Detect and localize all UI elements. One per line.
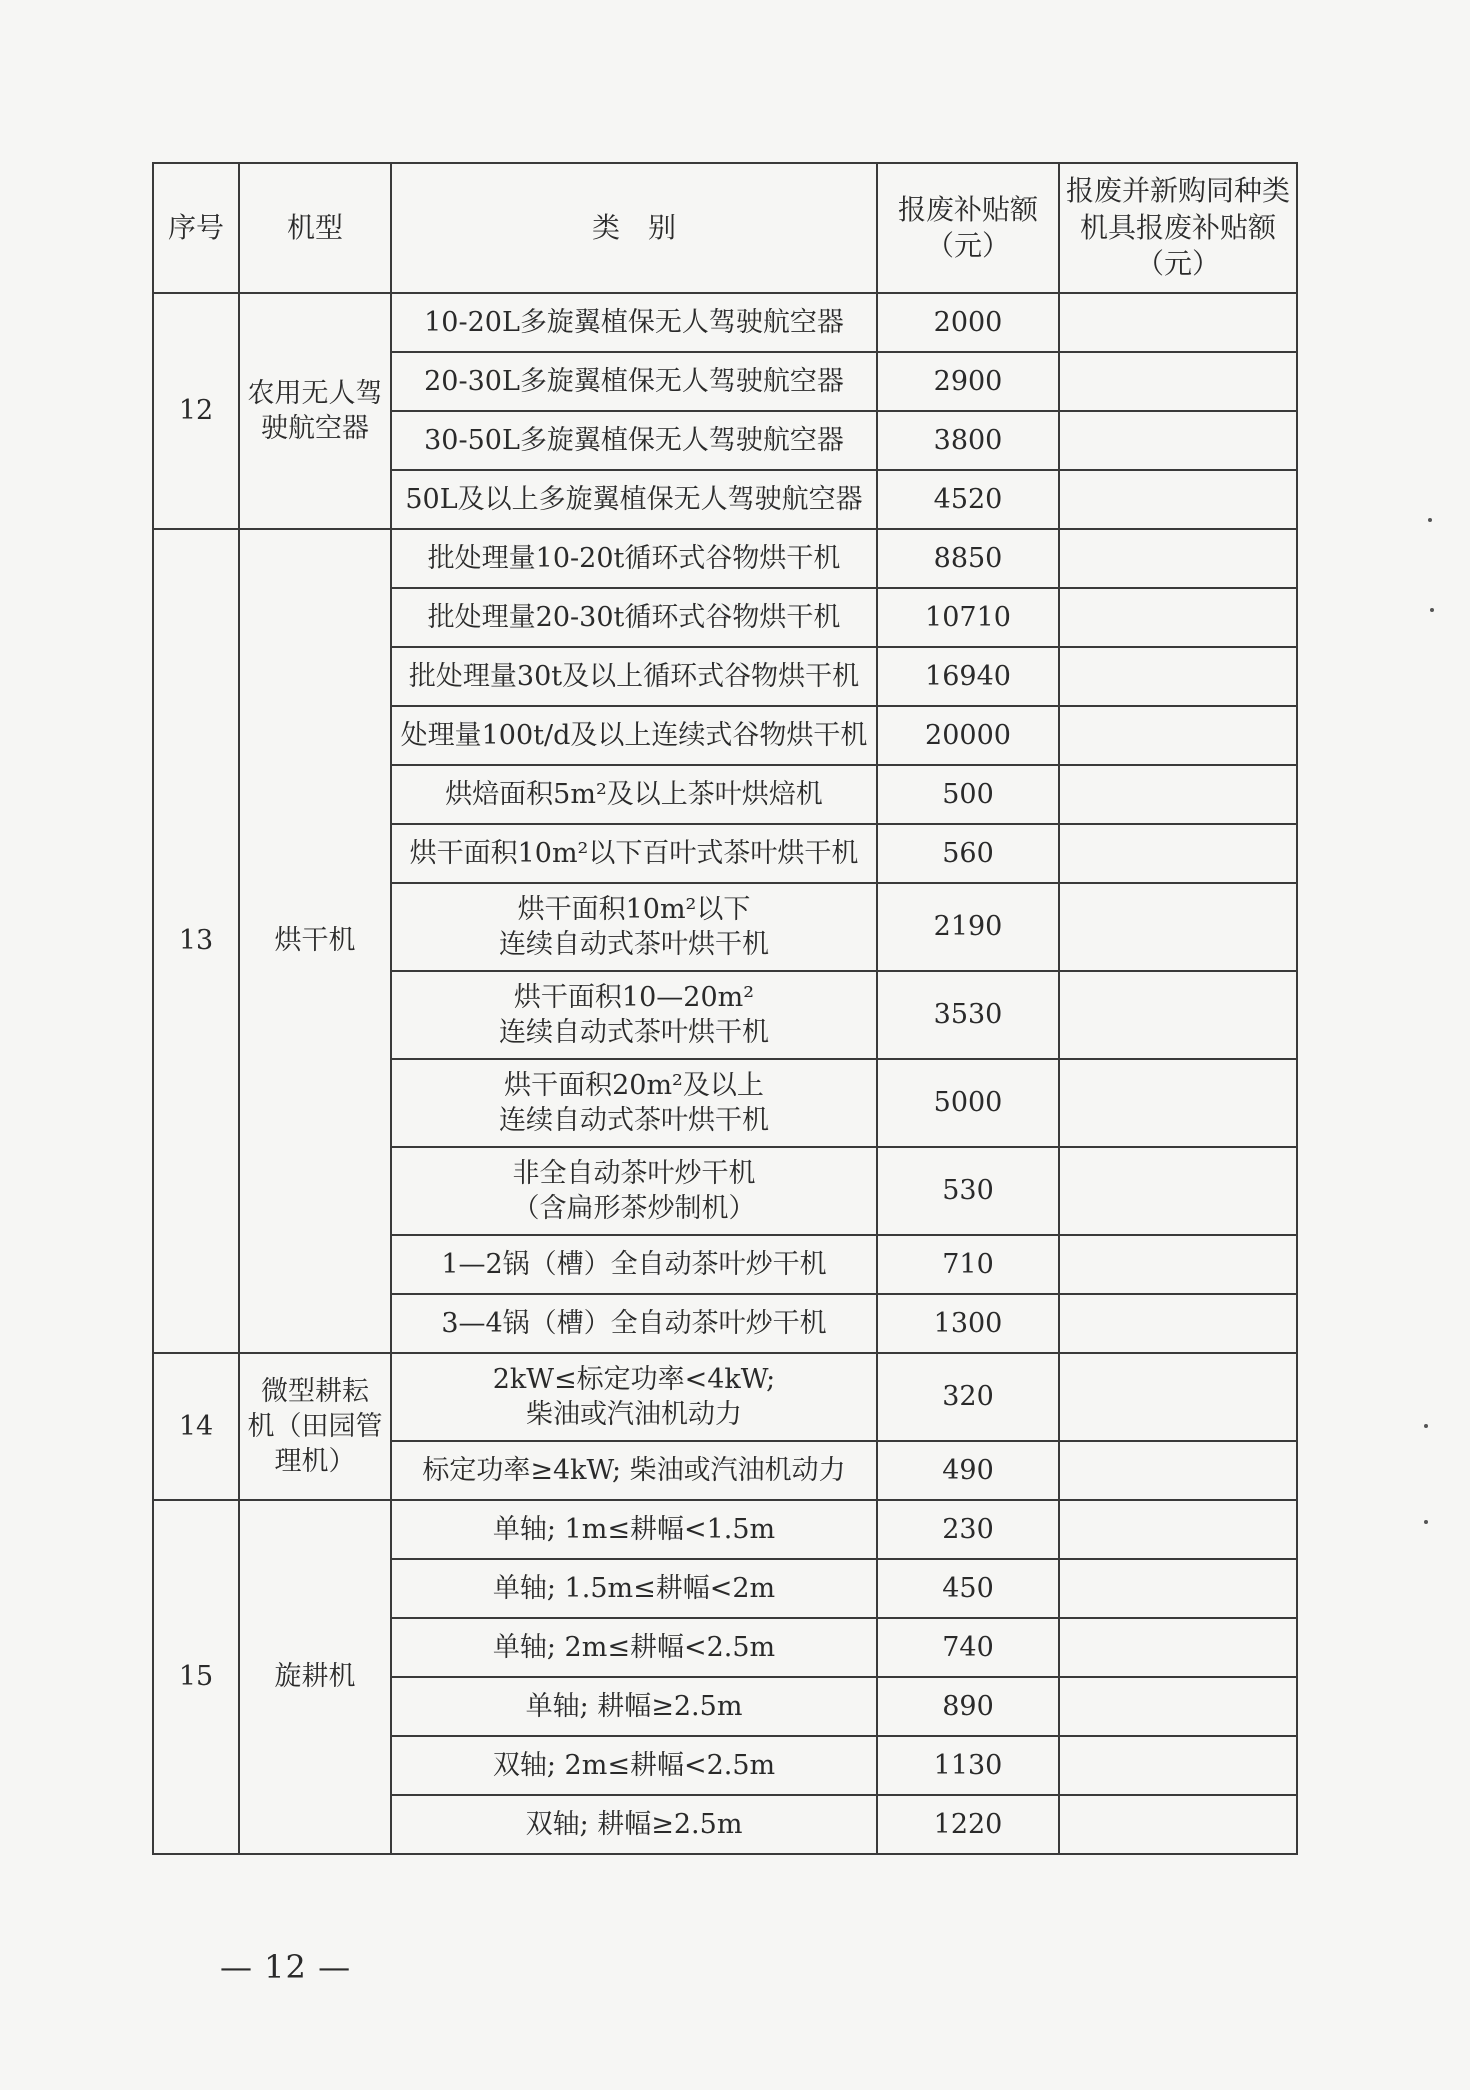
scan-speck	[1424, 1424, 1428, 1428]
new-purchase-amount-cell	[1059, 1294, 1297, 1353]
new-purchase-amount-cell	[1059, 1147, 1297, 1235]
model-cell: 农用无人驾 驶航空器	[239, 293, 391, 529]
category-cell: 单轴; 耕幅≥2.5m	[391, 1677, 877, 1736]
subsidy-amount-cell: 560	[877, 824, 1059, 883]
new-purchase-amount-cell	[1059, 765, 1297, 824]
category-cell: 非全自动茶叶炒干机 （含扁形茶炒制机）	[391, 1147, 877, 1235]
subsidy-amount-cell: 500	[877, 765, 1059, 824]
table-row	[153, 529, 1297, 588]
new-purchase-amount-cell	[1059, 1353, 1297, 1441]
subsidy-amount-cell: 2000	[877, 293, 1059, 352]
category-cell: 50L及以上多旋翼植保无人驾驶航空器	[391, 470, 877, 529]
subsidy-amount-cell: 1220	[877, 1795, 1059, 1854]
subsidy-amount-cell: 890	[877, 1677, 1059, 1736]
subsidy-amount-cell: 8850	[877, 529, 1059, 588]
new-purchase-amount-cell	[1059, 470, 1297, 529]
category-cell: 20-30L多旋翼植保无人驾驶航空器	[391, 352, 877, 411]
subsidy-amount-cell: 1130	[877, 1736, 1059, 1795]
new-purchase-amount-cell	[1059, 1235, 1297, 1294]
category-cell: 批处理量10-20t循环式谷物烘干机	[391, 529, 877, 588]
category-cell: 烘焙面积5m²及以上茶叶烘焙机	[391, 765, 877, 824]
category-cell: 单轴; 2m≤耕幅<2.5m	[391, 1618, 877, 1677]
scan-speck	[1424, 1520, 1428, 1524]
header-seq: 序号	[153, 163, 239, 293]
new-purchase-amount-cell	[1059, 1441, 1297, 1500]
new-purchase-amount-cell	[1059, 1618, 1297, 1677]
new-purchase-amount-cell	[1059, 411, 1297, 470]
header-row	[153, 163, 1297, 293]
subsidy-amount-cell: 740	[877, 1618, 1059, 1677]
seq-cell: 14	[153, 1353, 239, 1500]
category-cell: 单轴; 1m≤耕幅<1.5m	[391, 1500, 877, 1559]
category-cell: 烘干面积10m²以下百叶式茶叶烘干机	[391, 824, 877, 883]
category-cell: 2kW≤标定功率<4kW; 柴油或汽油机动力	[391, 1353, 877, 1441]
subsidy-amount-cell: 5000	[877, 1059, 1059, 1147]
category-cell: 标定功率≥4kW; 柴油或汽油机动力	[391, 1441, 877, 1500]
subsidy-amount-cell: 16940	[877, 647, 1059, 706]
category-cell: 30-50L多旋翼植保无人驾驶航空器	[391, 411, 877, 470]
seq-cell: 15	[153, 1500, 239, 1854]
category-cell: 批处理量30t及以上循环式谷物烘干机	[391, 647, 877, 706]
new-purchase-amount-cell	[1059, 647, 1297, 706]
page-number: — 12 —	[220, 1948, 352, 1986]
new-purchase-amount-cell	[1059, 1059, 1297, 1147]
subsidy-amount-cell: 2900	[877, 352, 1059, 411]
new-purchase-amount-cell	[1059, 1736, 1297, 1795]
category-cell: 处理量100t/d及以上连续式谷物烘干机	[391, 706, 877, 765]
new-purchase-amount-cell	[1059, 971, 1297, 1059]
table-row	[153, 1500, 1297, 1559]
new-purchase-amount-cell	[1059, 1559, 1297, 1618]
category-cell: 批处理量20-30t循环式谷物烘干机	[391, 588, 877, 647]
header-subsidy: 报废补贴额 （元）	[877, 163, 1059, 293]
model-cell: 微型耕耘 机（田园管 理机）	[239, 1353, 391, 1500]
new-purchase-amount-cell	[1059, 706, 1297, 765]
new-purchase-amount-cell	[1059, 529, 1297, 588]
scan-speck	[1430, 608, 1434, 612]
header-model: 机型	[239, 163, 391, 293]
new-purchase-amount-cell	[1059, 883, 1297, 971]
category-cell: 10-20L多旋翼植保无人驾驶航空器	[391, 293, 877, 352]
category-cell: 双轴; 耕幅≥2.5m	[391, 1795, 877, 1854]
header-category: 类 别	[391, 163, 877, 293]
category-cell: 烘干面积20m²及以上 连续自动式茶叶烘干机	[391, 1059, 877, 1147]
subsidy-amount-cell: 710	[877, 1235, 1059, 1294]
subsidy-amount-cell: 450	[877, 1559, 1059, 1618]
new-purchase-amount-cell	[1059, 352, 1297, 411]
category-cell: 3—4锅（槽）全自动茶叶炒干机	[391, 1294, 877, 1353]
seq-cell: 13	[153, 529, 239, 1353]
subsidy-amount-cell: 320	[877, 1353, 1059, 1441]
subsidy-amount-cell: 230	[877, 1500, 1059, 1559]
subsidy-amount-cell: 20000	[877, 706, 1059, 765]
new-purchase-amount-cell	[1059, 293, 1297, 352]
subsidy-table	[152, 162, 1298, 1855]
subsidy-amount-cell: 10710	[877, 588, 1059, 647]
new-purchase-amount-cell	[1059, 1795, 1297, 1854]
subsidy-amount-cell: 4520	[877, 470, 1059, 529]
subsidy-amount-cell: 530	[877, 1147, 1059, 1235]
seq-cell: 12	[153, 293, 239, 529]
table-header	[153, 163, 1297, 293]
new-purchase-amount-cell	[1059, 1500, 1297, 1559]
model-cell: 烘干机	[239, 529, 391, 1353]
scan-speck	[1428, 518, 1432, 522]
category-cell: 1—2锅（槽）全自动茶叶炒干机	[391, 1235, 877, 1294]
category-cell: 双轴; 2m≤耕幅<2.5m	[391, 1736, 877, 1795]
subsidy-amount-cell: 2190	[877, 883, 1059, 971]
subsidy-amount-cell: 1300	[877, 1294, 1059, 1353]
table-row	[153, 293, 1297, 352]
new-purchase-amount-cell	[1059, 1677, 1297, 1736]
subsidy-amount-cell: 3530	[877, 971, 1059, 1059]
category-cell: 单轴; 1.5m≤耕幅<2m	[391, 1559, 877, 1618]
category-cell: 烘干面积10—20m² 连续自动式茶叶烘干机	[391, 971, 877, 1059]
category-cell: 烘干面积10m²以下 连续自动式茶叶烘干机	[391, 883, 877, 971]
header-new-purchase: 报废并新购同种类 机具报废补贴额 （元）	[1059, 163, 1297, 293]
new-purchase-amount-cell	[1059, 824, 1297, 883]
new-purchase-amount-cell	[1059, 588, 1297, 647]
table-row	[153, 1353, 1297, 1441]
subsidy-amount-cell: 3800	[877, 411, 1059, 470]
model-cell: 旋耕机	[239, 1500, 391, 1854]
table-body	[153, 293, 1297, 1854]
subsidy-amount-cell: 490	[877, 1441, 1059, 1500]
